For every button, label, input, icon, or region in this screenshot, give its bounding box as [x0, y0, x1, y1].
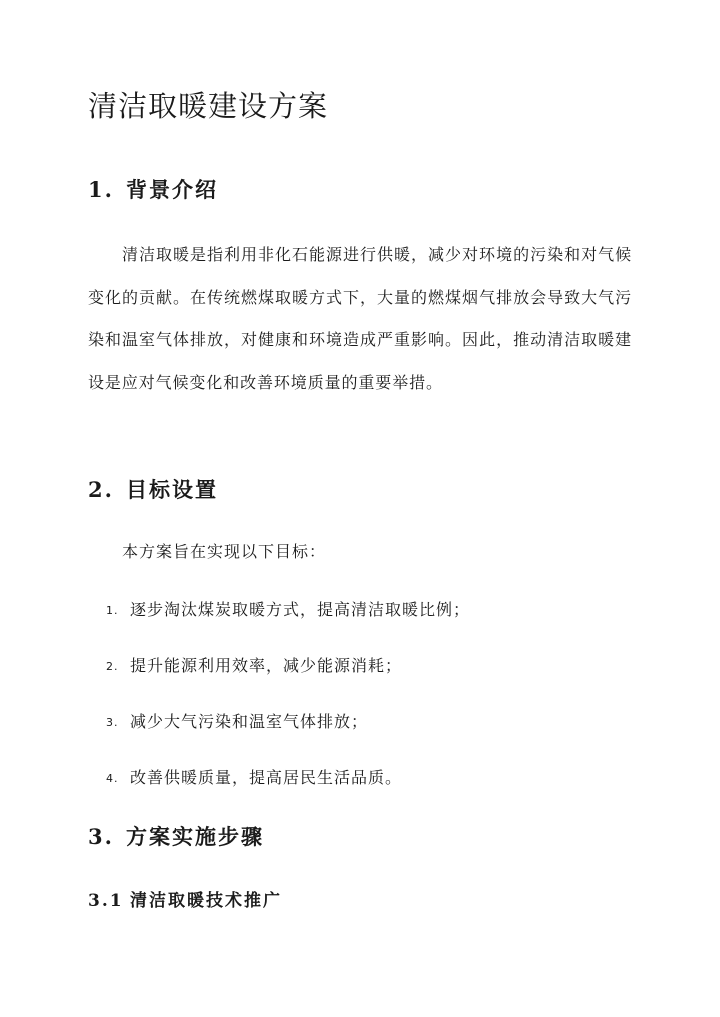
list-item [106, 653, 402, 680]
list-item-marker: 3. [106, 716, 119, 729]
list-item [106, 709, 368, 736]
list-item-marker: 2. [106, 660, 119, 673]
document-title: 清洁取暖建设方案 [88, 89, 329, 123]
section-3-number: 3. [88, 824, 114, 849]
list-item [106, 597, 470, 624]
section-2-heading [88, 475, 218, 505]
list-item-text: 减少大气污染和温室气体排放； [130, 712, 369, 731]
section-1-paragraph: 清洁取暖是指利用非化石能源进行供暖，减少对环境的污染和对气候变化的贡献。在传统燃煤取暖方式下，大量的燃煤烟气排放会导致大气污染和温室气体排放，对健康和环境造成严重影响。因此，推动清洁取暖建设是应对气候变化和改善环境质量的重要举措。 [88, 245, 632, 392]
subsection-3-1-title: 清洁取暖技术推广 [130, 891, 282, 911]
section-2-title: 目标设置 [126, 477, 218, 502]
section-1-title: 背景介绍 [126, 177, 218, 202]
section-3-heading [88, 822, 264, 852]
subsection-3-1-heading [88, 888, 282, 914]
section-1-number: 1. [88, 177, 114, 202]
section-2-number: 2. [88, 477, 114, 502]
subsection-3-1-number: 3.1 [88, 891, 124, 911]
section-3-title: 方案实施步骤 [126, 824, 264, 849]
list-item-text: 提升能源利用效率，减少能源消耗； [130, 656, 403, 675]
list-item-marker: 1. [106, 604, 119, 617]
list-item [106, 765, 402, 792]
list-item-marker: 4. [106, 772, 119, 785]
list-item-text: 逐步淘汰煤炭取暖方式，提高清洁取暖比例； [130, 600, 471, 619]
section-1-heading [88, 175, 218, 205]
list-item-text: 改善供暖质量，提高居民生活品质。 [130, 768, 403, 787]
section-2-intro: 本方案旨在实现以下目标： [122, 542, 327, 561]
